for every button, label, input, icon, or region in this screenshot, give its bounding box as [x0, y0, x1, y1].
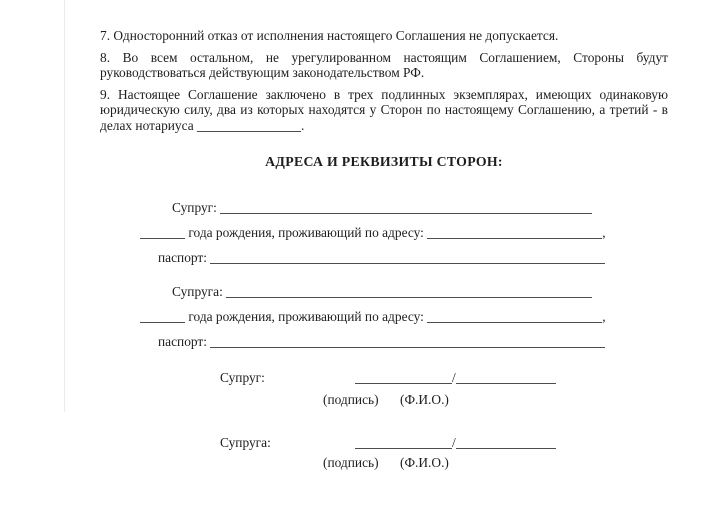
- clause-9-paragraph: [100, 87, 668, 134]
- clause-9-suffix: .: [301, 117, 305, 133]
- husband-address-blank: [427, 227, 602, 239]
- wife-signature-slash: /: [452, 435, 456, 450]
- husband-birth-row: [140, 225, 606, 241]
- wife-passport-row: [158, 334, 605, 350]
- wife-signature-caption: (подпись): [323, 455, 379, 470]
- wife-birth-row: [140, 309, 606, 325]
- husband-birth-year-blank: [140, 227, 185, 239]
- wife-address-blank: [427, 311, 602, 323]
- wife-role-label: Супруга:: [172, 284, 223, 299]
- wife-signature-label: [220, 435, 271, 451]
- wife-birth-year-blank: [140, 311, 185, 323]
- husband-name-row: [172, 200, 592, 216]
- section-heading: АДРЕСА И РЕКВИЗИТЫ СТОРОН:: [265, 154, 503, 169]
- wife-birth-suffix: ,: [602, 309, 606, 324]
- wife-fio-caption: (Ф.И.О.): [400, 455, 449, 470]
- wife-birth-text: года рождения, проживающий по адресу:: [188, 309, 424, 324]
- clause-7-paragraph: 7. Односторонний отказ от исполнения настоящего Соглашения не допускается.: [100, 28, 559, 43]
- wife-signature-line: [355, 435, 556, 451]
- husband-signature-caption: (подпись): [323, 392, 379, 407]
- husband-signature-slash: /: [452, 370, 456, 385]
- husband-signature-line: [355, 370, 556, 386]
- husband-birth-suffix: ,: [602, 225, 606, 240]
- husband-passport-blank: [210, 252, 605, 264]
- wife-name-blank: [226, 286, 592, 298]
- husband-sign-blank: [355, 372, 452, 384]
- clause-8-paragraph: 8. Во всем остальном, не урегулированном настоящим Соглашением, Стороны будут руководствоваться действующим законодательством РФ.: [100, 49, 668, 80]
- husband-fullname-blank: [456, 372, 556, 384]
- wife-passport-blank: [210, 336, 605, 348]
- husband-birth-text: года рождения, проживающий по адресу:: [188, 225, 424, 240]
- wife-fullname-blank: [456, 437, 556, 449]
- clause-9-text: 9. Настоящее Соглашение заключено в трех подлинных экземплярах, имеющих одинаковую юридическую силу, два из которых находятся у Сторон по настоящему Соглашению, а третий - в делах нотариуса: [100, 86, 668, 133]
- notary-name-blank: [197, 120, 301, 132]
- husband-signature-label-text: Супруг:: [220, 370, 265, 385]
- scan-edge-artifact: [64, 0, 65, 412]
- husband-role-label: Супруг:: [172, 200, 217, 215]
- husband-passport-label: паспорт:: [158, 250, 208, 265]
- wife-passport-label: паспорт:: [158, 334, 208, 349]
- clauses-section: [100, 28, 668, 139]
- wife-sign-blank: [355, 437, 452, 449]
- wife-name-row: [172, 284, 592, 300]
- husband-signature-label: [220, 370, 265, 386]
- husband-name-blank: [220, 202, 592, 214]
- wife-signature-label-text: Супруга:: [220, 435, 271, 450]
- husband-passport-row: [158, 250, 605, 266]
- husband-fio-caption: (Ф.И.О.): [400, 392, 449, 407]
